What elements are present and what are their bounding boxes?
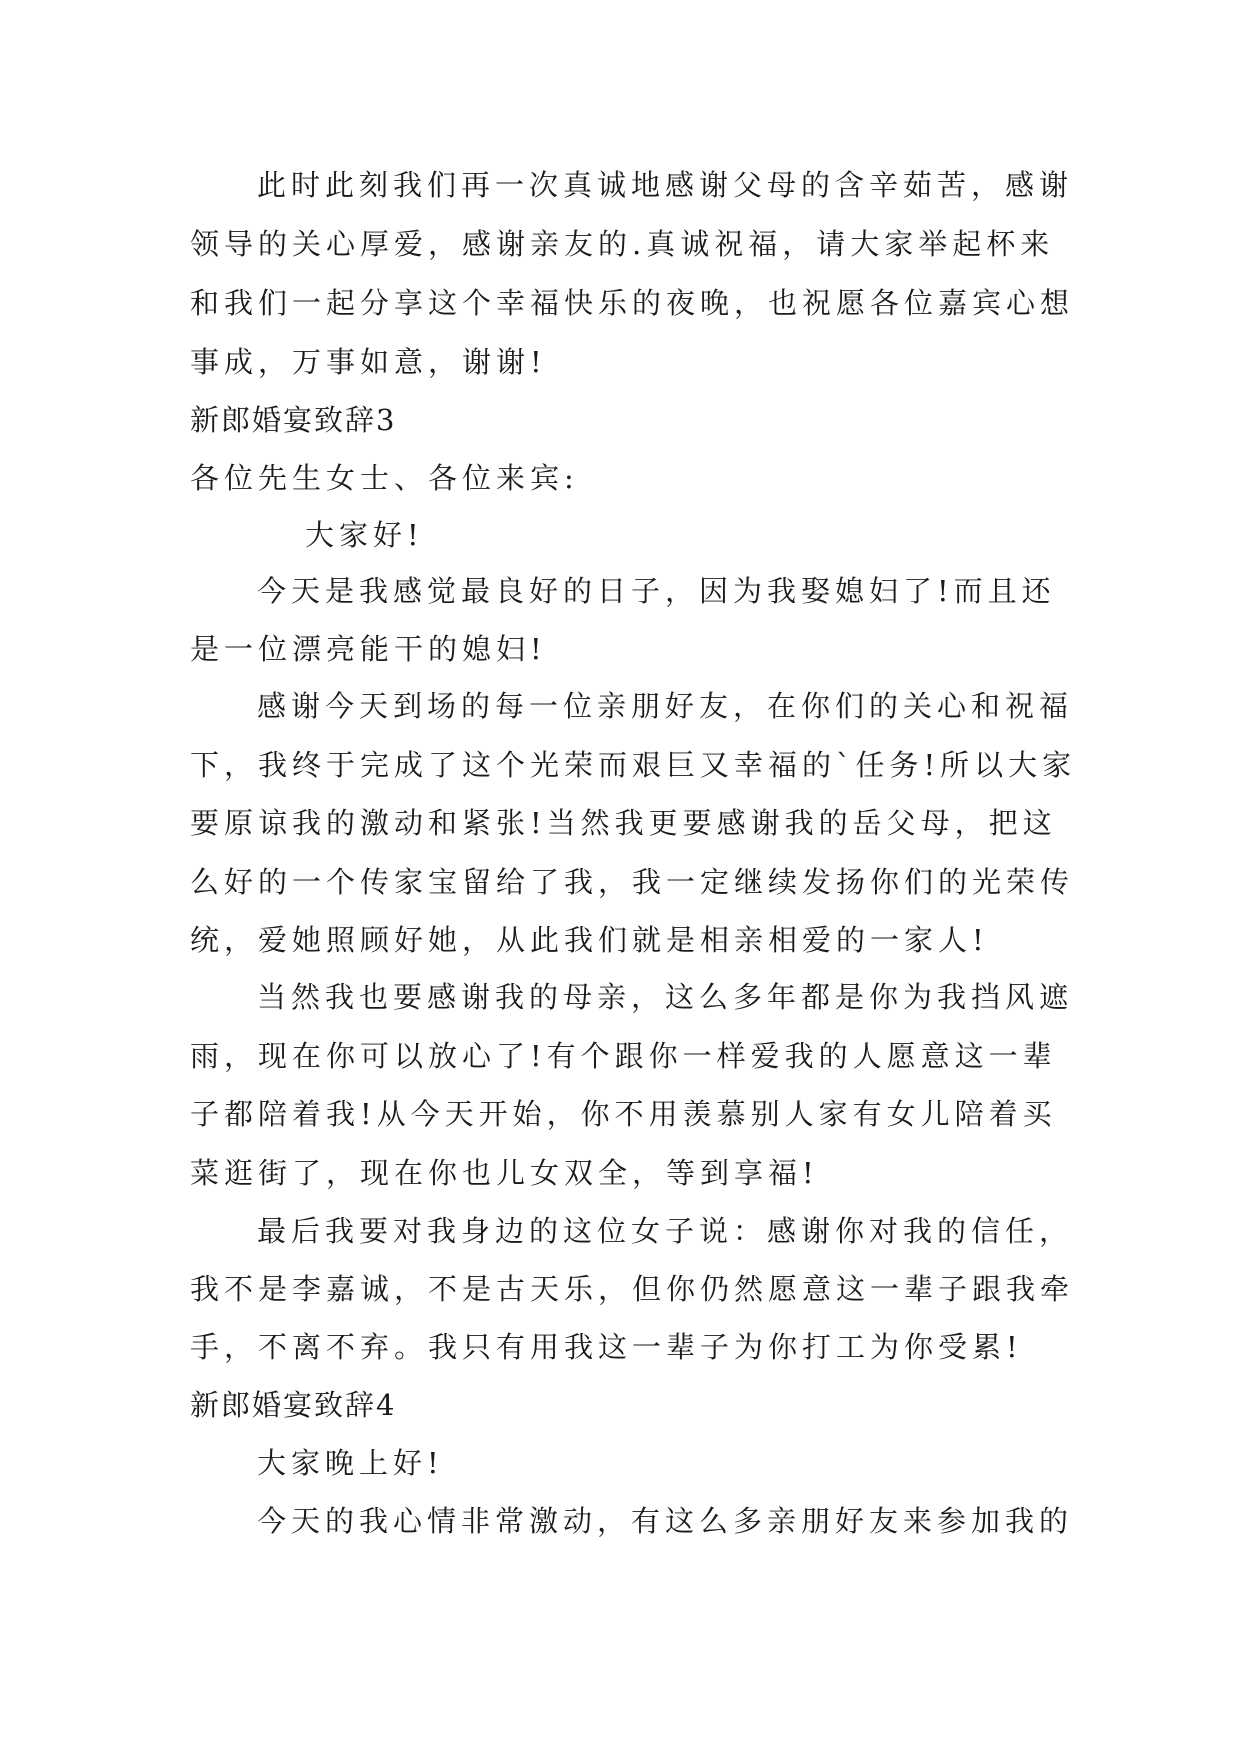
paragraph-line: 和我们一起分享这个幸福快乐的夜晚，也祝愿各位嘉宾心想	[190, 286, 1075, 320]
paragraph-line: 事成，万事如意，谢谢!	[190, 345, 547, 379]
paragraph-line: 我不是李嘉诚，不是古天乐，但你仍然愿意这一辈子跟我牵	[190, 1272, 1075, 1306]
paragraph-line: 此时此刻我们再一次真诚地感谢父母的含辛茹苦，感谢	[257, 168, 1074, 202]
paragraph-line: 么好的一个传家宝留给了我，我一定继续发扬你们的光荣传	[190, 865, 1075, 899]
greeting-line: 大家晚上好!	[257, 1446, 444, 1480]
paragraph-line: 子都陪着我!从今天开始，你不用羡慕别人家有女儿陪着买	[190, 1097, 1057, 1131]
paragraph-line: 今天是我感觉最良好的日子，因为我娶媳妇了!而且还	[257, 574, 1056, 608]
paragraph-line: 雨，现在你可以放心了!有个跟你一样爱我的人愿意这一辈	[190, 1039, 1057, 1073]
greeting-line: 大家好!	[305, 518, 424, 552]
paragraph-line: 下，我终于完成了这个光荣而艰巨又幸福的`任务!所以大家	[190, 748, 1077, 782]
salutation-line: 各位先生女士、各位来宾:	[190, 461, 579, 495]
section-heading: 新郎婚宴致辞3	[190, 403, 397, 437]
paragraph-line: 最后我要对我身边的这位女子说：感谢你对我的信任，	[257, 1214, 1074, 1248]
paragraph-line: 是一位漂亮能干的媳妇!	[190, 632, 547, 666]
paragraph-line: 当然我也要感谢我的母亲，这么多年都是你为我挡风遮	[257, 980, 1074, 1014]
paragraph-line: 菜逛街了，现在你也儿女双全，等到享福!	[190, 1156, 819, 1190]
section-heading: 新郎婚宴致辞4	[190, 1388, 397, 1422]
paragraph-line: 统，爱她照顾好她，从此我们就是相亲相爱的一家人!	[190, 923, 989, 957]
paragraph-line: 感谢今天到场的每一位亲朋好友，在你们的关心和祝福	[257, 689, 1074, 723]
paragraph-line: 今天的我心情非常激动，有这么多亲朋好友来参加我的	[257, 1504, 1074, 1538]
paragraph-line: 要原谅我的激动和紧张!当然我更要感谢我的岳父母，把这	[190, 806, 1057, 840]
paragraph-line: 手，不离不弃。我只有用我这一辈子为你打工为你受累!	[190, 1330, 1023, 1364]
paragraph-line: 领导的关心厚爱，感谢亲友的.真诚祝福，请大家举起杯来	[190, 227, 1055, 261]
